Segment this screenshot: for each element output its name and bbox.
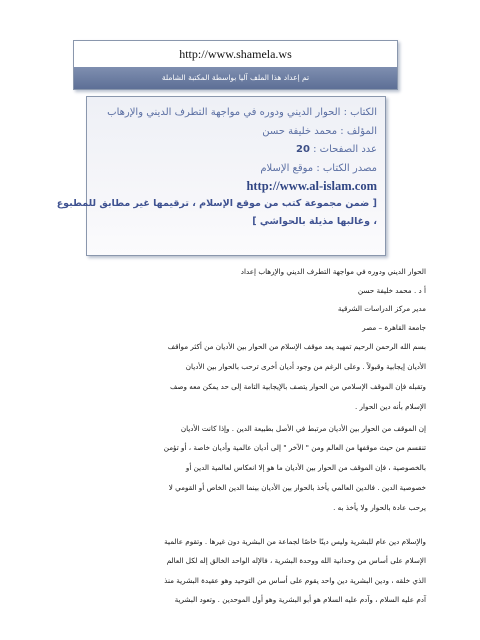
paragraph-line: الأديان إيجابية وقبولاً . وعلى الرغم من وجود أديان أخرى ترحب بالحوار بين الأديان <box>185 362 426 372</box>
page-count-value: 20 <box>296 144 310 155</box>
paragraph-line: بسم الله الرحمن الرحيم تمهيد يعد موقف الإسلام من الحوار بين الأديان من أكثر مواقف <box>167 342 426 352</box>
document-author-line: أ د . محمد خليفة حسن <box>357 285 426 295</box>
paragraph-line: تنقسم من حيث موقفها من العالم ومن " الآخر " إلى أديان عالمية وأديان خاصة ، أو تؤمن <box>163 443 426 453</box>
paragraph-line: الإسلام بأنه دين الحوار . <box>354 401 426 411</box>
paragraph-line: وتقبله فإن الموقف الإسلامي من الحوار يتصف بالإيجابية التامة إلى حد يمكن معه وصف <box>169 381 426 391</box>
paragraph-islam-universal <box>58 532 426 610</box>
generated-notice: تم إعداد هذا الملف آليا بواسطة المكتبة الشاملة <box>74 67 397 89</box>
paragraph-line: الذي خلقه ، ودين البشرية دين واحد يقوم على أساس من التوحيد وهو عقيدة البشرية منذ <box>164 575 426 585</box>
paragraph-line: والإسلام دين عام للبشرية وليس دينًا خاصًا لجماعة من البشرية دون غيرها . وتقوم عالمية <box>164 536 426 546</box>
book-info-box <box>56 96 386 256</box>
document-title-line: الحوار الديني ودوره في مواجهة التطرف الديني والإرهاب إعداد <box>240 267 426 276</box>
collection-note-line-1: [ ضمن مجموعة كتب من موقع الإسلام ، ترقيمها غير مطابق للمطبوع <box>56 198 377 209</box>
book-source: مصدر الكتاب : موقع الإسلام <box>260 162 377 174</box>
author-position-line: مدير مركز الدراسات الشرقية <box>337 304 426 314</box>
paragraph-line: إن الموقف من الحوار بين الأديان مرتبط في الأصل بطبيعة الدين . وإذا كانت الأديان <box>180 423 426 433</box>
paragraph-line: خصوصية الدين . فالدين العالمي يأخذ بالحوار بين الأديان بينما الدين الخاص أو القومي لا <box>168 482 426 492</box>
page-count <box>95 141 377 160</box>
page-count-label: عدد الصفحات : <box>313 144 377 155</box>
paragraph-line: الإسلام على أساس من وحدانية الله ووحدة البشرية ، فالإله الواحد الخالق إله لكل العالم <box>166 556 426 566</box>
shamela-banner <box>73 40 398 90</box>
paragraph-line: آدم عليه السلام ، وآدم عليه السلام هو أبو البشرية وهو أول الموحدين . وتعود البشرية <box>174 595 426 605</box>
book-author: المؤلف : محمد خليفة حسن <box>262 125 377 137</box>
collection-note-line-2: ، وغالبها مذيلة بالحواشي ] <box>252 216 377 227</box>
university-line: جامعة القاهرة – مصر <box>362 322 426 332</box>
document-body <box>58 263 426 610</box>
document-header-block <box>58 263 426 337</box>
paragraph-religion-types <box>58 419 426 518</box>
paragraph-line: بالخصوصية ، فإن الموقف من الحوار بين الأديان ما هو إلا انعكاس لعالمية الدين أو <box>185 463 426 473</box>
paragraph-introduction <box>58 337 426 416</box>
paragraph-line: يرحب عادة بالحوار ولا يأخذ به . <box>333 502 426 512</box>
source-website-link[interactable]: http://www.al-islam.com <box>246 179 377 193</box>
book-title: الكتاب : الحوار الديني ودوره في مواجهة التطرف الديني والإرهاب <box>107 107 377 118</box>
shamela-url-link[interactable]: http://www.shamela.ws <box>179 47 292 61</box>
